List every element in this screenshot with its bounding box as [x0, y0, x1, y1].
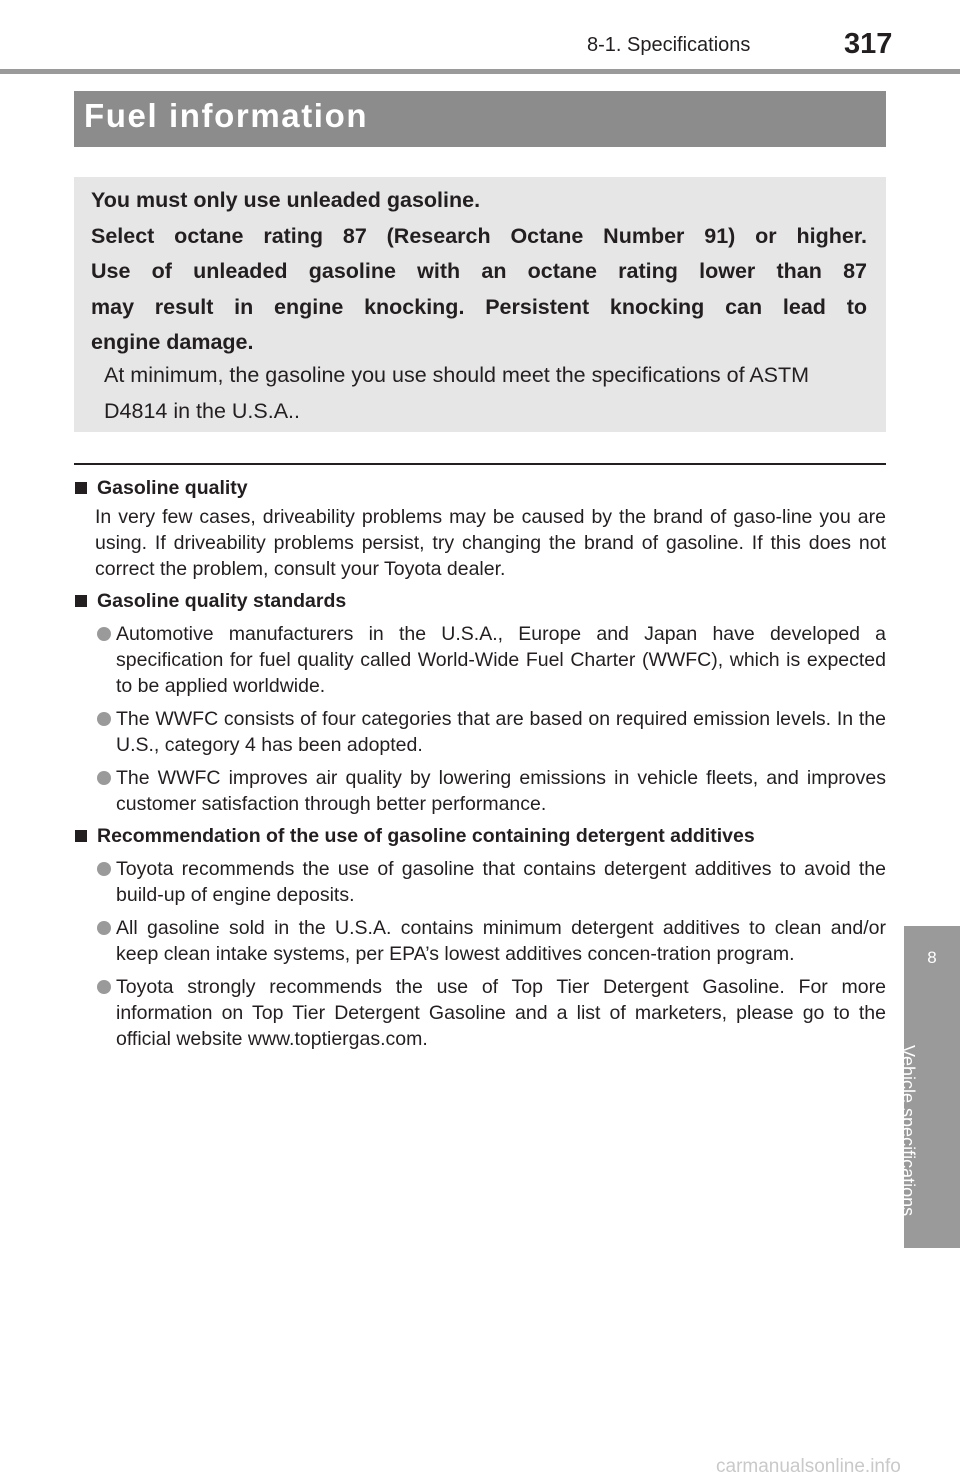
square-bullet-icon: [75, 830, 87, 842]
page-number: 317: [844, 28, 893, 60]
chapter-number: 8: [927, 948, 937, 967]
list-item: [74, 856, 886, 908]
square-bullet-icon: [75, 595, 87, 607]
page-title: Fuel information: [84, 97, 369, 134]
list-item: [74, 915, 886, 967]
intro-line: Select octane rating 87 (Research Octane Number 91) or higher.: [91, 223, 867, 248]
content-body: [74, 473, 886, 1052]
header-divider: [0, 69, 960, 74]
list-item-text: All gasoline sold in the U.S.A. contains minimum detergent additives to clean and/or keep clean intake systems, per EPA’s lowest additives concen-tration program.: [116, 917, 886, 965]
circle-bullet-icon: [97, 712, 111, 726]
intro-box: [74, 177, 886, 432]
intro-line: engine damage.: [91, 330, 254, 354]
section-heading-text: Gasoline quality standards: [97, 590, 347, 612]
list-item: [74, 621, 886, 699]
title-bar: [74, 91, 886, 147]
intro-line: Use of unleaded gasoline with an octane rating lower than 87: [91, 259, 867, 283]
intro-note: At minimum, the gasoline you use should meet the specifications of ASTM D4814 in the U.S.A..: [104, 363, 810, 423]
list-item-text: The WWFC consists of four categories that are based on required emission levels. In the U.S., category 4 has been adopted.: [116, 708, 886, 756]
list-item-text: Automotive manufacturers in the U.S.A., Europe and Japan have developed a specification for fuel quality called World-Wide Fuel Charter (WWFC), which is expected to be applied worldwide.: [116, 623, 886, 697]
list-item: [74, 974, 886, 1052]
list-item: [74, 706, 886, 758]
list-item-text: The WWFC improves air quality by lowering emissions in vehicle fleets, and improves customer satisfaction through better performance.: [116, 767, 886, 815]
section-divider: [74, 463, 886, 465]
section-heading: [74, 823, 886, 849]
circle-bullet-icon: [97, 627, 111, 641]
section-heading-text: Gasoline quality: [97, 477, 248, 499]
circle-bullet-icon: [97, 980, 111, 994]
section-heading: [74, 588, 886, 614]
circle-bullet-icon: [97, 771, 111, 785]
circle-bullet-icon: [97, 862, 111, 876]
intro-line: You must only use unleaded gasoline.: [91, 188, 481, 212]
list-item: [74, 765, 886, 817]
chapter-title: Vehicle specifications: [898, 1045, 918, 1217]
section-heading-text: Recommendation of the use of gasoline containing detergent additives: [97, 825, 755, 847]
intro-line: may result in engine knocking. Persistent knocking can lead to: [91, 294, 867, 319]
watermark: carmanualsonline.info: [716, 1456, 901, 1477]
intro-bold-text: [91, 183, 867, 361]
section-heading: [74, 475, 886, 501]
header-section-title: 8-1. Specifications: [587, 34, 751, 56]
square-bullet-icon: [75, 482, 87, 494]
list-item-text: Toyota strongly recommends the use of Top Tier Detergent Gasoline. For more information on Top Tier Detergent Gasoline and a list of marketers, please go to the official website www.toptiergas.com.: [116, 976, 886, 1050]
circle-bullet-icon: [97, 921, 111, 935]
list-item-text: Toyota recommends the use of gasoline that contains detergent additives to avoid the build-up of engine deposits.: [116, 858, 886, 906]
section-paragraph: In very few cases, driveability problems may be caused by the brand of gaso-line you are using. If driveability problems persist, try changing the brand of gasoline. If this does not correct the problem, consult your Toyota dealer.: [95, 506, 886, 580]
